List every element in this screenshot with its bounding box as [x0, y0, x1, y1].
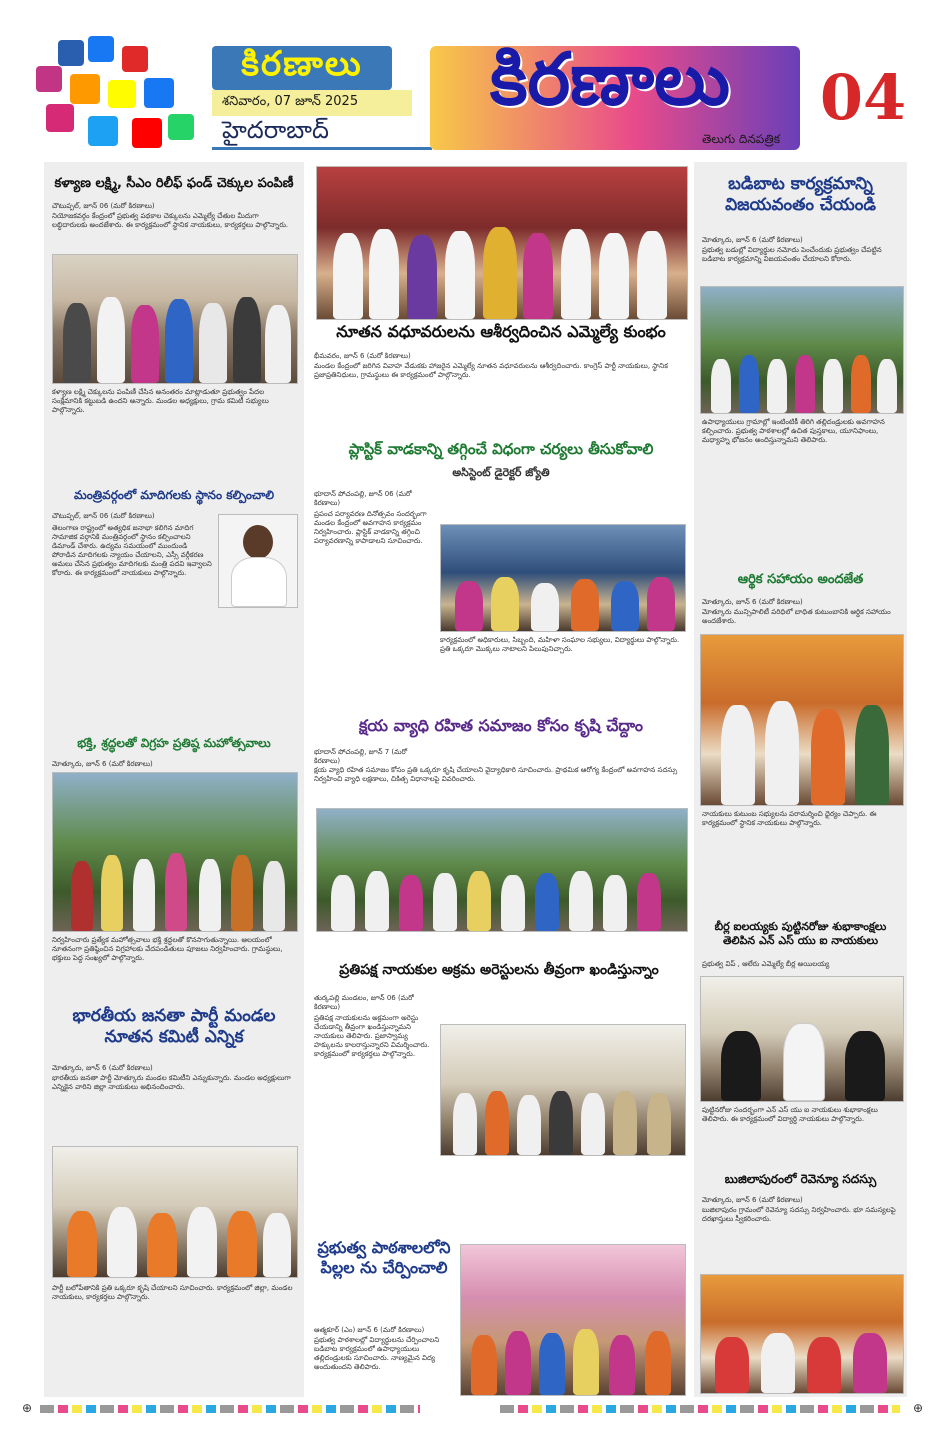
article-photo [700, 976, 904, 1102]
article-photo [52, 772, 298, 932]
article-body: కార్యక్రమంలో అధికారులు, సిబ్బంది, మహిళా సంఘాల సభ్యులు, విద్యార్థులు పాల్గొన్నారు. ప్రతి ఒక్కరూ మొక్కలు నాటాలని పిలుపునిచ్చారు. [440, 636, 680, 653]
small-logo: కిరణాలు [212, 46, 392, 90]
article-body: భారతీయ జనతా పార్టీ మోత్కూరు మండల కమిటీని ఎన్నుకున్నారు. మండల అధ్యక్షులుగా ఎన్నికైన వారిని జిల్లా నాయకులు అభినందించారు. [52, 1074, 291, 1091]
article-body: పార్టీ బలోపేతానికి ప్రతి ఒక్కరూ కృషి చేయాలని సూచించారు. కార్యక్రమంలో జిల్లా, మండల నాయకులు, కార్యకర్తలు పాల్గొన్నారు. [52, 1284, 293, 1301]
article-headline: ఆర్థిక సహాయం అందజేత [737, 572, 864, 587]
article-body: ప్రభుత్వ బడుల్లో విద్యార్థుల నమోదు పెంచేందుకు ప్రభుత్వం చేపట్టిన బడిబాట కార్యక్రమాన్ని విజయవంతం చేయాలని కోరారు. [702, 246, 882, 263]
article-body: ప్రపంచ పర్యావరణ దినోత్సవం సందర్భంగా మండల కేంద్రంలో అవగాహన కార్యక్రమం నిర్వహించారు. ప్లాస్టిక్ వాడకాన్ని తగ్గించి పర్యావరణాన్ని కాపాడాలని సూచించారు. [314, 510, 427, 545]
article-dateline: మోత్కూరు, జూన్ 6 (మరో కిరణాలు) [702, 236, 803, 244]
social-media-icons [30, 30, 200, 158]
article-dateline: భూదాన్ పోచంపల్లి, జూన్ 7 (మరో కిరణాలు) [314, 748, 408, 765]
article-subheading: అసిస్టెంట్ డైరెక్టర్ జ్యోతి [452, 466, 550, 479]
article-body: కళ్యాణ లక్ష్మి చెక్కులను పంపిణీ చేసిన అనంతరం మాట్లాడుతూ ప్రభుత్వం పేదల సంక్షేమానికి కట్టుబడి ఉందని అన్నారు. మండల అధ్యక్షులు, గ్రామ కమిటీ సభ్యులు పాల్గొన్నారు. [52, 388, 269, 414]
article-body: ప్రభుత్వ పాఠశాలల్లో విద్యార్థులను చేర్పించాలని బడిబాట కార్యక్రమంలో ఉపాధ్యాయులు తల్లిదండ్రులకు సూచించారు. నాణ్యమైన విద్య అందుతుందని తెలిపారు. [314, 1336, 440, 1371]
article-photo [700, 286, 904, 414]
article-headline: ప్లాస్టిక్ వాడకాన్ని తగ్గించే విధంగా చర్యలు తీసుకోవాలి [348, 440, 654, 458]
article-dateline: మోత్కూరు, జూన్ 6 (మరో కిరణాలు) [52, 1064, 153, 1072]
article-headline: బీర్ల ఐలయ్యకు పుట్టినరోజు శుభాకాంక్షలు తెలిపిన ఎన్ ఎస్ యు ఐ నాయకులు [714, 920, 887, 947]
article-photo [440, 1024, 686, 1156]
page-number: 04 [819, 60, 907, 134]
article-headline: బడిబాట కార్యక్రమాన్ని విజయవంతం చేయండి [725, 174, 876, 216]
article-body: క్షయ వ్యాధి రహిత సమాజం కోసం ప్రతి ఒక్కరూ కృషి చేయాలని వైద్యాధికారి సూచించారు. ప్రాథమిక ఆరోగ్య కేంద్రంలో అవగాహన సదస్సు నిర్వహించి వ్యాధి లక్షణాలు, చికిత్స విధానాలపై వివరించారు. [314, 766, 678, 783]
article-headline: కళ్యాణ లక్ష్మి, సీఎం రిలీఫ్ ఫండ్ చెక్కుల పంపిణీ [54, 176, 294, 191]
article-body: మండల కేంద్రంలో జరిగిన వివాహ వేడుకకు హాజరైన ఎమ్మెల్యే నూతన వధూవరులను ఆశీర్వదించారు. కాంగ్రెస్ పార్టీ నాయకులు, స్థానిక ప్రజాప్రతినిధులు, గ్రామస్థులు ఈ కార్యక్రమంలో పాల్గొన్నారు. [314, 362, 668, 379]
article-dateline: చౌటుప్పల్, జూన్ 06 (మరో కిరణాలు) [52, 202, 155, 210]
wedding-photo [316, 166, 688, 320]
article-photo [440, 524, 686, 632]
article-photo [52, 254, 298, 384]
article-headline: క్షయ వ్యాధి రహిత సమాజం కోసం కృషి చేద్దాం [359, 716, 643, 735]
article-headline: భక్తి, శ్రద్ధలతో విగ్రహ ప్రతిష్ఠ మహోత్సవాలు [77, 736, 271, 750]
article-body: ఉపాధ్యాయులు గ్రామాల్లో ఇంటింటికీ తిరిగి తల్లిదండ్రులకు అవగాహన కల్పించారు. ప్రభుత్వ పాఠశాలల్లో ఉచిత పుస్తకాలు, యూనిఫాంలు, మధ్యాహ్న భోజనం అందిస్తున్నామని తెలిపారు. [702, 418, 885, 444]
edition-city: హైదరాబాద్ [212, 118, 432, 150]
issue-date: శనివారం, 07 జూన్ 2025 [212, 90, 412, 116]
article-body: నాయకులు కుటుంబ సభ్యులను పరామర్శించి ధైర్యం చెప్పారు. ఈ కార్యక్రమంలో స్థానిక నాయకులు పాల్గొన్నారు. [702, 810, 877, 827]
article-headline: నూతన వధూవరులను ఆశీర్వదించిన ఎమ్మెల్యే కుంభం [336, 322, 666, 341]
color-bar [500, 1405, 900, 1413]
article-dateline: చౌటుప్పల్, జూన్ 06 (మరో కిరణాలు) [52, 512, 155, 520]
newspaper-subtitle: తెలుగు దినపత్రిక [701, 132, 780, 146]
article-headline: ప్రతిపక్ష నాయకుల అక్రమ అరెస్టులను తీవ్రంగా ఖండిస్తున్నాం [339, 962, 659, 978]
article-photo [460, 1244, 686, 1396]
article-body: బుజిలాపురం గ్రామంలో రెవెన్యూ సదస్సు నిర్వహించారు. భూ సమస్యలపై దరఖాస్తులు స్వీకరించారు. [702, 1206, 896, 1223]
article-dateline: మోత్కూరు, జూన్ 6 (మరో కిరణాలు) [52, 760, 153, 768]
article-body: నియోజకవర్గం కేంద్రంలో ప్రభుత్వ పథకాల చెక్కులను ఎమ్మెల్యే చేతుల మీదుగా లబ్ధిదారులకు అందజేశారు. ఈ కార్యక్రమంలో స్థానిక నాయకులు, కార్యకర్తలు పాల్గొన్నారు. [52, 212, 289, 229]
article-photo [52, 1146, 298, 1278]
newspaper-title: కిరణాలు [489, 37, 731, 121]
article-headline: భారతీయ జనతా పార్టీ మండల నూతన కమిటీ ఎన్నిక [72, 1006, 276, 1048]
article-dateline: భీమవరం, జూన్ 6 (మరో కిరణాలు) [314, 352, 411, 360]
article-headline: మంత్రివర్గంలో మాదిగలకు స్థానం కల్పించాలి [74, 488, 274, 502]
article-body: పుట్టినరోజు సందర్భంగా ఎన్ ఎస్ యు ఐ నాయకులు శుభాకాంక్షలు తెలిపారు. ఈ కార్యక్రమంలో విద్యార్థి నాయకులు పాల్గొన్నారు. [702, 1106, 878, 1123]
article-body: తెలంగాణ రాష్ట్రంలో అత్యధిక జనాభా కలిగిన మాదిగ సామాజిక వర్గానికి మంత్రివర్గంలో స్థానం కల్పించాలని డిమాండ్ చేశారు. ఉద్యమ సమయంలో ముందుండి పోరాడిన మాదిగలకు న్యాయం చేయాలని, ఎస్సీ వర్గీకరణ అమలు చేసిన ప్రభుత్వం మాదిగలకు మంత్రి పదవి ఇవ్వాలని కోరారు. ఈ కార్యక్రమంలో నాయకులు పాల్గొన్నారు. [52, 524, 212, 577]
article-dateline: మోత్కూరు, జూన్ 6 (మరో కిరణాలు) [702, 1196, 803, 1204]
registration-mark: ⊕ [21, 1401, 33, 1415]
article-body: మోత్కూరు మున్సిపాలిటీ పరిధిలో బాధిత కుటుంబానికి ఆర్థిక సహాయం అందజేశారు. [702, 608, 891, 625]
portrait-photo [218, 514, 298, 608]
article-photo [700, 634, 904, 806]
article-body: నిర్వహించారు ప్రత్యేక మహోత్సవాలు భక్తి శ్రద్ధలతో కొనసాగుతున్నాయి. ఆలయంలో నూతనంగా ప్రతిష్ఠించిన విగ్రహాలకు వేదపండితులు పూజలు నిర్వహించారు. గ్రామస్థులు, భక్తులు పెద్ద సంఖ్యలో పాల్గొన్నారు. [52, 936, 283, 962]
article-body: ప్రతిపక్ష నాయకులను అక్రమంగా అరెస్టు చేయడాన్ని తీవ్రంగా ఖండిస్తున్నామని నాయకులు తెలిపారు. ప్రజాస్వామ్య హక్కులను కాలరాస్తున్నారని విమర్శించారు. కార్యక్రమంలో కార్యకర్తలు పాల్గొన్నారు. [314, 1014, 430, 1058]
color-bar [40, 1405, 420, 1413]
registration-mark: ⊕ [912, 1401, 924, 1415]
article-photo [316, 808, 688, 932]
article-dateline: భూదాన్ పోచంపల్లి, జూన్ 06 (మరో కిరణాలు) [314, 490, 412, 507]
article-dateline: ప్రభుత్వ విప్ , ఆలేరు ఎమ్మెల్యే బీర్ల అయిలయ్య [702, 960, 830, 968]
article-dateline: ఆత్మకూర్ (ఎం) జూన్ 6 (మరో కిరణాలు) [314, 1326, 425, 1334]
article-photo [700, 1274, 904, 1394]
article-headline: బుజిలాపురంలో రెవెన్యూ సదస్సు [724, 1172, 877, 1186]
article-headline: ప్రభుత్వ పాఠశాలలోని పిల్లల ను చేర్పించాలి [317, 1238, 451, 1277]
article-dateline: మోత్కూరు, జూన్ 6 (మరో కిరణాలు) [702, 598, 803, 606]
article-dateline: తుర్కపల్లి మండలం, జూన్ 06 (మరో కిరణాలు) [314, 994, 414, 1011]
